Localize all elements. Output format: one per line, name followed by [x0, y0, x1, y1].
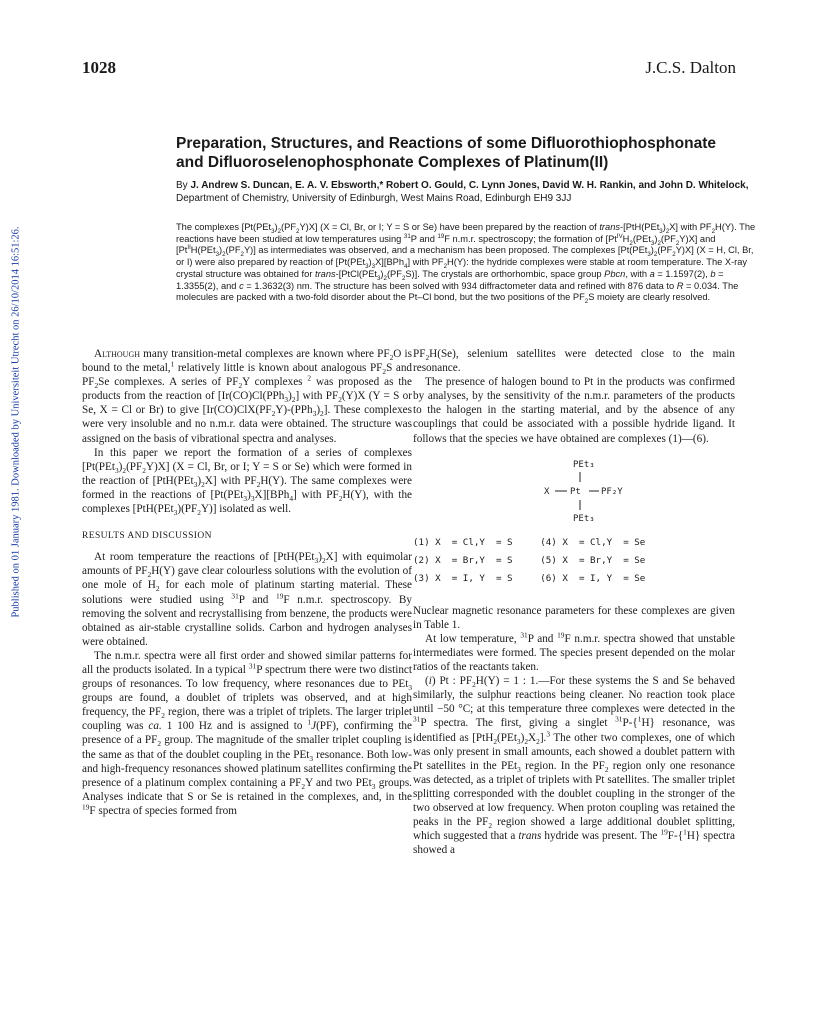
ligand-pet3-top: PEt₃: [573, 459, 595, 470]
structure-diagram: [413, 454, 735, 530]
paragraph: Nuclear magnetic resonance parameters for these complexes are given in Table 1.: [413, 604, 735, 631]
compound-list: [413, 536, 735, 590]
abstract: The complexes $[Pt(PEt_3)_2(PF_2Y)X] (X = Cl$, Br, or I; Y = S or Se) have been prepared by the reaction of trans-$[PtH(PEt_3)_2X]$ with $PF_2H(Y)$. The reactions have been studied at low temperatures using $^{31}$P and $^{19}$F n.m.r. spectroscopy; the formation of $[Pt^{IV}H_2(PEt_3)_2(PF_2Y)X]$ and $[Pt^{II}H(PEt_3)_2(PF_2Y)]$ as intermediates was observed, and a mechanism has been proposed. The complexes $[Pt(PEt_3)_2(PF_2Y)X] (X = H$, Cl, Br, or I) were also prepared by reaction of $[Pt(PEt_3)_3X][BPh_4]$ with $PF_2H(Y)$: the hydride complexes were stable at room temperature. The X-ray crystal structure was obtained for trans-$[PtCl(PEt_3)_2(PF_2S)]$. The crystals are orthorhombic, space group Pbcn, with a = 1.1597(2), b = 1.3355(2), and c = 1.3632(3) nm. The structure has been solved with 934 diffractometer data and refined with 876 data to R = 0.034. The molecules are packed with a two-fold disorder about the Pt–Cl bond, but the two positions of the $PF_2S$ moiety are clearly resolved.: [176, 222, 756, 306]
paragraph: The presence of halogen bound to Pt in the products was confirmed by analyses, by the sensitivity of the n.m.r. parameters of the products to the halogen in the starting material, and by the absence of any couplings that could be associated with a possible hydride ligand. It follows that the species we have obtained are complexes (1)—(6).: [413, 376, 735, 445]
title-line-2: and Difluoroselenophosphonate Complexes of Platinum(II): [176, 154, 609, 171]
right-column: [413, 347, 735, 857]
page-number: 1028: [82, 58, 116, 77]
paragraph: At room temperature the reactions of $[PtH(PEt_3)_2X]$ with equimolar amounts of $PF_2H(Y)$ gave clear colourless solutions with the evolution of one mole of $H_2$ for each mole of platinum starting material. These solutions were studied using $^{31}$P and $^{19}$F n.m.r. spectroscopy. By removing the solvent and recrystallising from benzene, the products were obtained as air-stable crystalline solids. Carbon and hydrogen analyses were obtained.: [82, 551, 412, 648]
journal-name: J.C.S. Dalton: [645, 58, 736, 77]
compound-row: (1) X = Cl,Y = S (4) X = Cl,Y = Se: [413, 536, 646, 548]
ligand-x: X: [544, 486, 550, 497]
section-heading: RESULTS AND DISCUSSION: [82, 531, 212, 542]
compound-row: (2) X = Br,Y = S (5) X = Br,Y = Se: [413, 554, 646, 566]
article-title: [176, 134, 776, 172]
affiliation: Department of Chemistry, University of Edinburgh, West Mains Road, Edinburgh EH9 3JJ: [176, 192, 572, 204]
paragraph: The n.m.r. spectra were all first order and showed similar patterns for all the products isolated. In a typical $^{31}$P spectrum there were two distinct groups of resonances. To low frequency, where resonances due to PEt$_3$ groups are found, a doublet of triplets was observed, and at high frequency, the $PF_2$ region, there was a triplet of triplets. The larger triplet coupling was ca. 1 100 Hz and is assigned to $^1$J(PF), confirming the presence of a $PF_2$ group. The magnitude of the smaller triplet coupling is the same as that of the doublet coupling in the PEt$_3$ resonance. Both low- and high-frequency resonances showed platinum satellites confirming the presence of a platinum complex containing a $PF_2Y$ and two PEt$_3$ groups. Analyses indicate that S or Se is retained in the complexes, and, in the $^{19}$F spectra of species formed from: [82, 649, 413, 817]
author-block: [176, 180, 761, 205]
paragraph: In this paper we report the formation of a series of complexes $[Pt(PEt_3)_2(PF_2Y)X] (X = Cl$, Br, or I; Y = S or Se) which were formed in the reaction of $[PtH(PEt_3)_2X]$ with $PF_2H(Y)$. The same complexes were formed in the reactions of $[Pt(PEt_3)_3X][BPh_4]$ with $PF_2H(Y)$, with the complexes $[PtH(PEt_3)(PF_2Y)]$ isolated as well.: [82, 446, 413, 518]
download-side-note: [6, 212, 26, 632]
ligand-pet3-bottom: PEt₃: [573, 513, 595, 524]
paragraph: $PF_2H(Se)$, selenium satellites were detected close to the main resonance.: [413, 348, 735, 375]
paragraph: Although many transition-metal complexes are known where $PF_2O$ is bound to the metal,$^1$ relatively little is known about analogous $PF_2S$ and $PF_2Se$ complexes. A series of $PF_2Y$ complexes $^2$ was proposed as the products from the reaction of $[Ir(CO)Cl(PPh_3)_2]$ with $PF_2(Y)X$ (Y = S or Se, X = Cl or Br) to give $[Ir(CO)ClX(PF_2Y)-(PPh_3)_2]$. These complexes were very insoluble and no n.m.r. data were obtained. The structure was assigned on the basis of vibrational spectra and analyses.: [82, 348, 413, 445]
title-line-1: Preparation, Structures, and Reactions of some Difluorothiophosphonate: [176, 135, 716, 152]
compound-row: (3) X = I, Y = S (6) X = I, Y = Se: [413, 572, 646, 584]
ligand-pf2y: PF₂Y: [601, 486, 623, 497]
byline-prefix: By: [176, 180, 188, 191]
metal-pt: Pt: [570, 486, 581, 497]
download-side-note-text: Published on 01 January 1981. Downloaded by Universiteit Utrecht on 26/10/2014 16:51:26.: [10, 226, 22, 618]
left-column: [82, 347, 412, 818]
paragraph: (i) Pt : $PF_2H(Y) = 1$ : 1.—For these systems the S and Se behaved similarly, the sulphur reactions being cleaner. No reaction took place until −50 °C; at this temperature three complexes were detected in the $^{31}$P spectra. The first, giving a singlet $^{31}$P-{$^1$H} resonance, was identified as $[PtH_2(PEt_3)_2X_2].^3$ The other two complexes, one of which was only present in small amounts, each showed a doublet pattern with Pt satellites in the PEt$_3$ region. In the $PF_2$ region only one resonance was detected, as a triplet of triplets with Pt satellites. The smaller triplet splitting corresponded with the doublet coupling in the stronger of the two observed at low frequency. When proton coupling was retained the peaks in the $PF_2$ region showed a large additional doublet splitting, which suggested that a trans hydride was present. The $^{19}$F-{$^1$H} spectra showed a: [413, 675, 736, 857]
paragraph: At low temperature, $^{31}$P and $^{19}$F n.m.r. spectra showed that unstable intermediates were formed. The species present depended on the molar ratios of the reactants taken.: [413, 630, 735, 674]
author-list: J. Andrew S. Duncan, E. A. V. Ebsworth,* Robert O. Gould, C. Lynn Jones, David W. H. Rankin, and John D. Whitelock,: [190, 180, 749, 191]
